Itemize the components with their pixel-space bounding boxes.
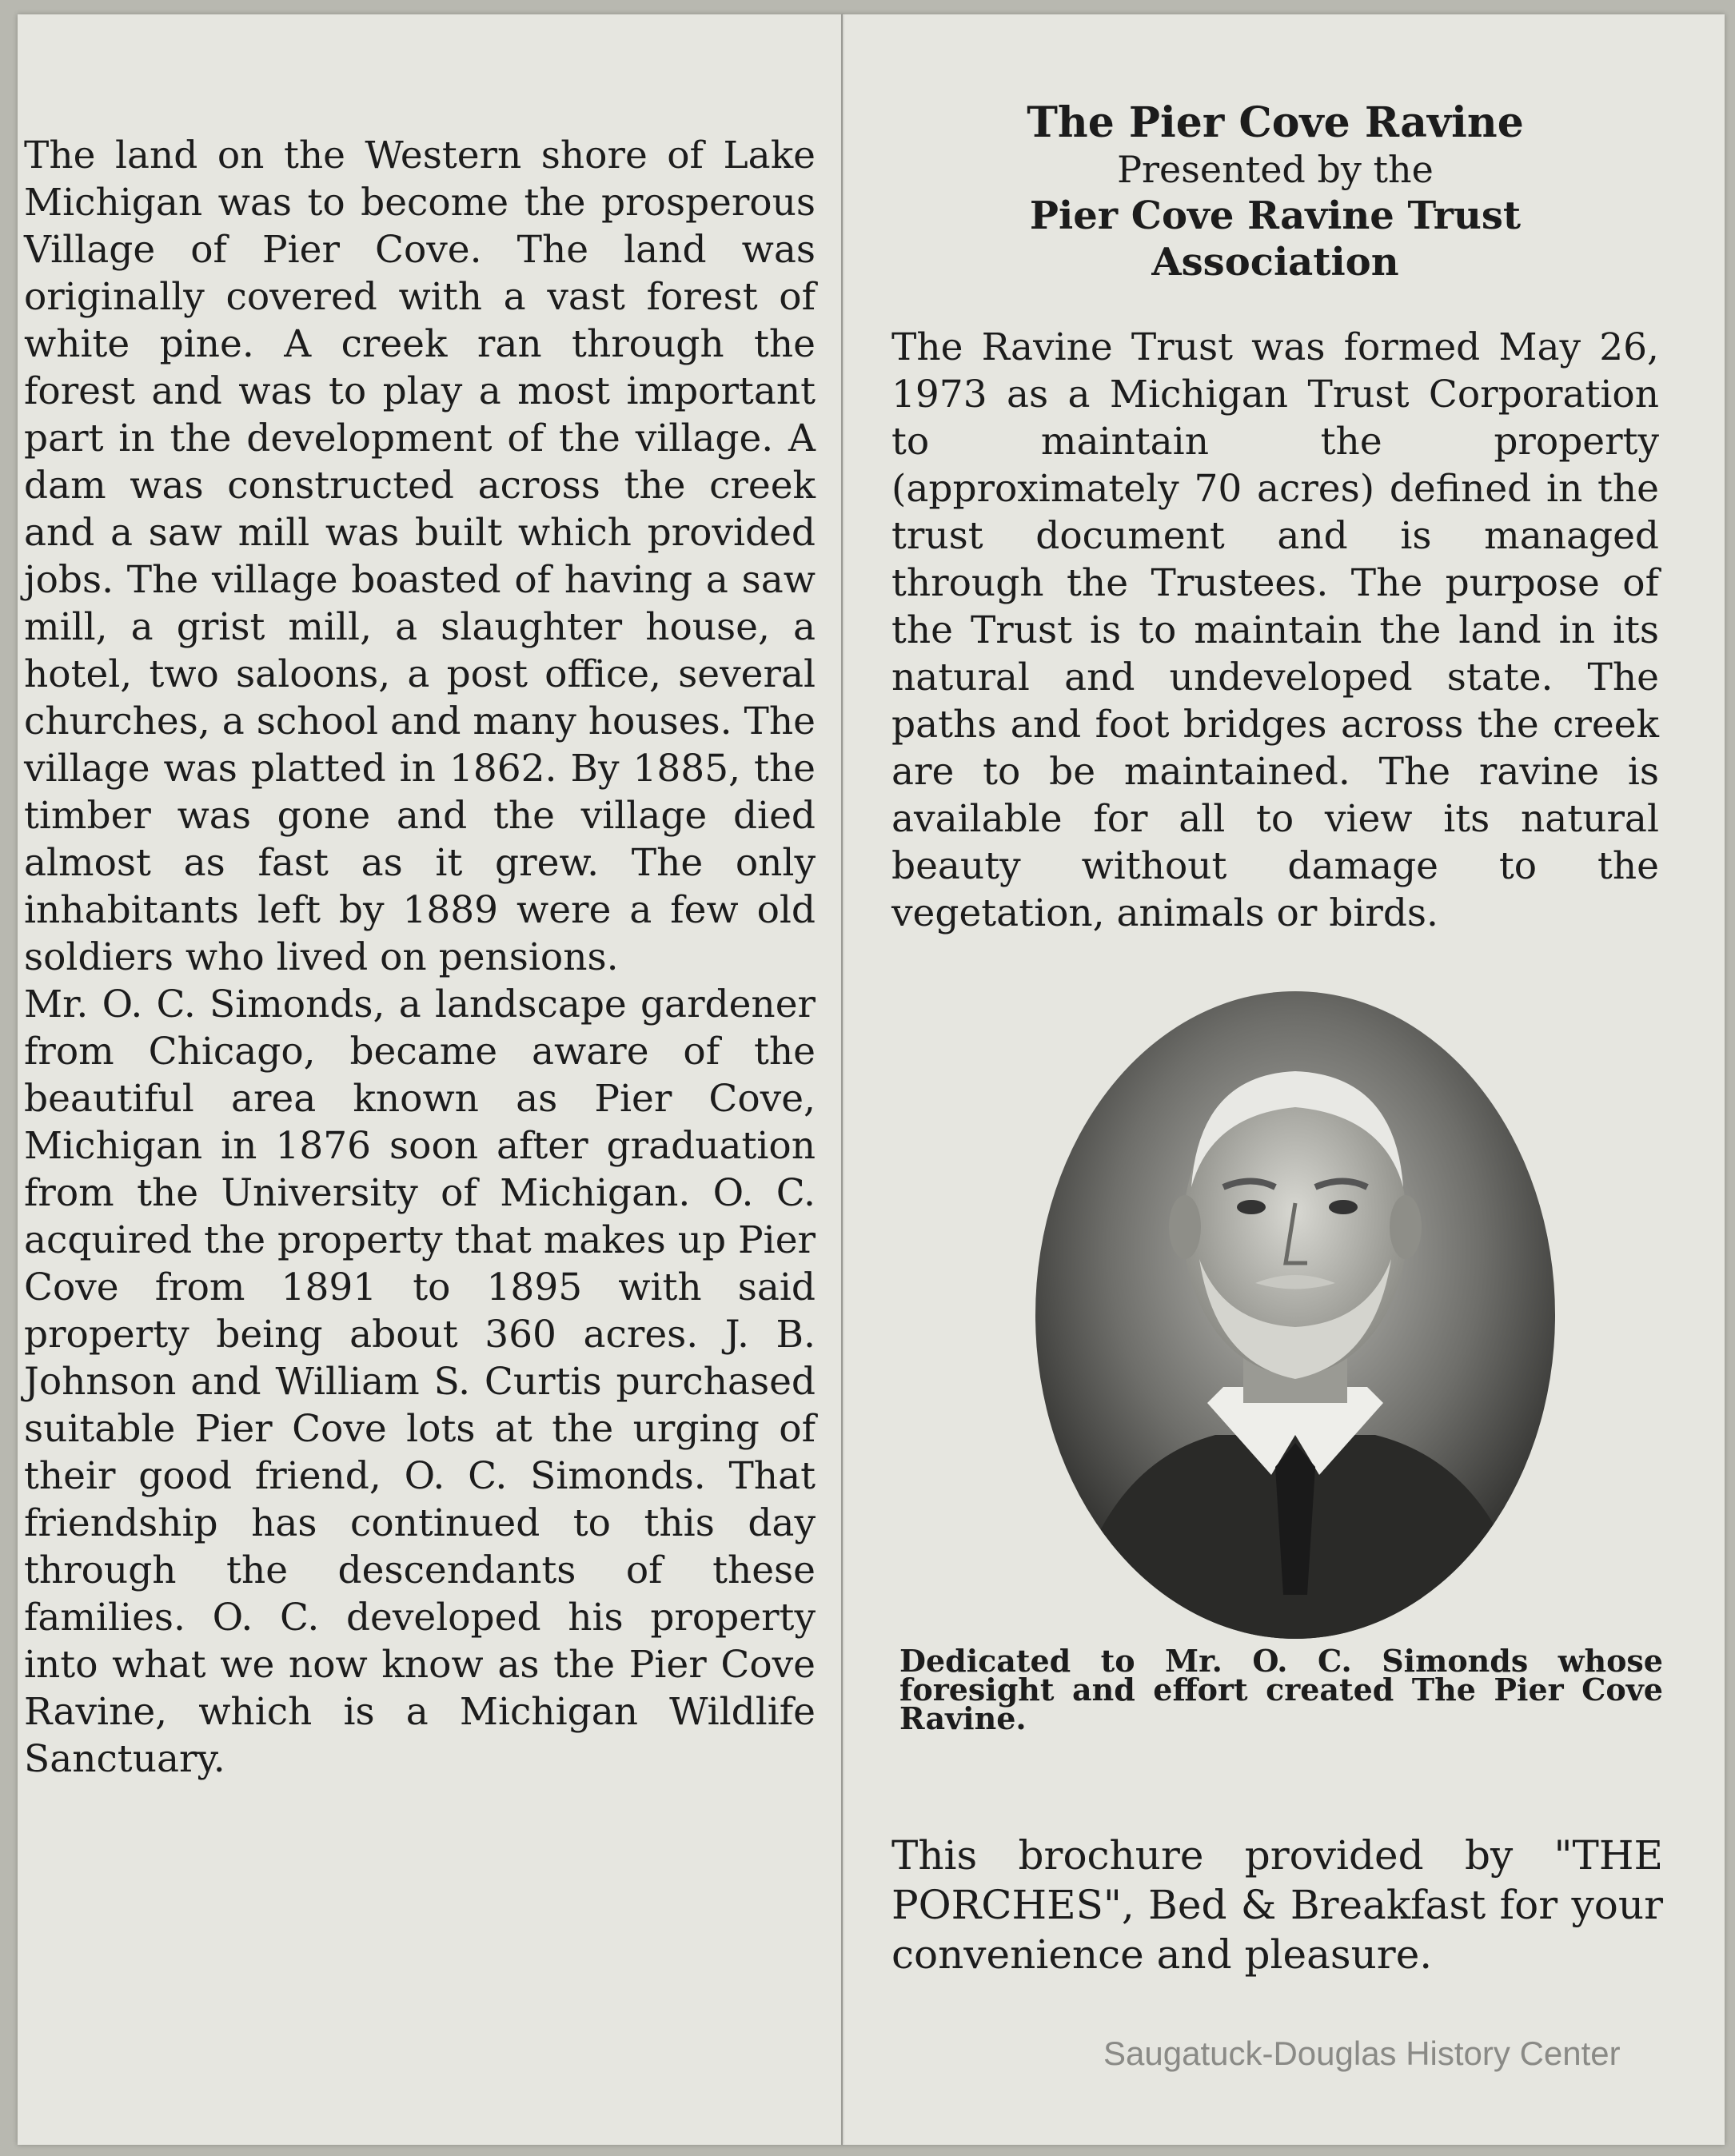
brochure-credit: This brochure provided by "THE PORCHES", Bed & Breakfast for your convenience and pleasure.: [891, 1832, 1663, 1978]
brochure-title: The Pier Cove Ravine: [1027, 98, 1524, 147]
portrait-illustration: [1031, 987, 1559, 1643]
right-column: [891, 100, 1659, 937]
watermark-text: Saugatuck-Douglas History Center: [1103, 2034, 1621, 2072]
portrait-photo: [1031, 987, 1559, 1643]
org-name-line-1: Pier Cove Ravine Trust: [1029, 193, 1522, 238]
dedication-caption: Dedicated to Mr. O. C. Simonds whose foresight and effort created The Pier Cove Ravine.: [899, 1643, 1663, 1736]
fold-line: [841, 14, 843, 2145]
trust-paragraph: The Ravine Trust was formed May 26, 1973 as a Michigan Trust Corporation to maintain the property (approximately 70 acres) defined in the trust document and is managed through the Trustees. The purpose of the Trust is to maintain the land in its natural and undeveloped state. The paths and foot bridges across the creek are to be maintained. The ravine is available for all to view its natural beauty without damage to the vegetation, animals or birds.: [891, 325, 1659, 935]
history-paragraph-2: Mr. O. C. Simonds, a landscape gardener from Chicago, became aware of the beautiful area known as Pier Cove, Michigan in 1876 soon after graduation from the University of Michigan. O. C. acquired the property that makes up Pier Cove from 1891 to 1895 with said property being about 360 acres. J. B. Johnson and William S. Curtis purchased suitable Pier Cove lots at the urging of their good friend, O. C. Simonds. That friendship has continued to this day through the descendants of these families. O. C. developed his property into what we now know as the Pier Cove Ravine, which is a Michigan Wildlife Sanctuary.: [24, 982, 816, 1781]
title-block: [891, 100, 1659, 285]
history-paragraph-1: The land on the Western shore of Lake Michigan was to become the prosperous Village of Pier Cove. The land was originally covered with a vast forest of white pine. A creek ran through the forest and was to play a most important part in the development of the village. A dam was constructed across the creek and a saw mill was built which provided jobs. The village boasted of having a saw mill, a grist mill, a slaughter house, a hotel, two saloons, a post office, several churches, a school and many houses. The village was platted in 1862. By 1885, the timber was gone and the village died almost as fast as it grew. The only inhabitants left by 1889 were a few old soldiers who lived on pensions.: [24, 134, 816, 979]
presented-by: Presented by the: [1117, 148, 1434, 191]
org-name-line-2: Association: [1151, 240, 1399, 285]
left-column: [24, 132, 816, 1783]
